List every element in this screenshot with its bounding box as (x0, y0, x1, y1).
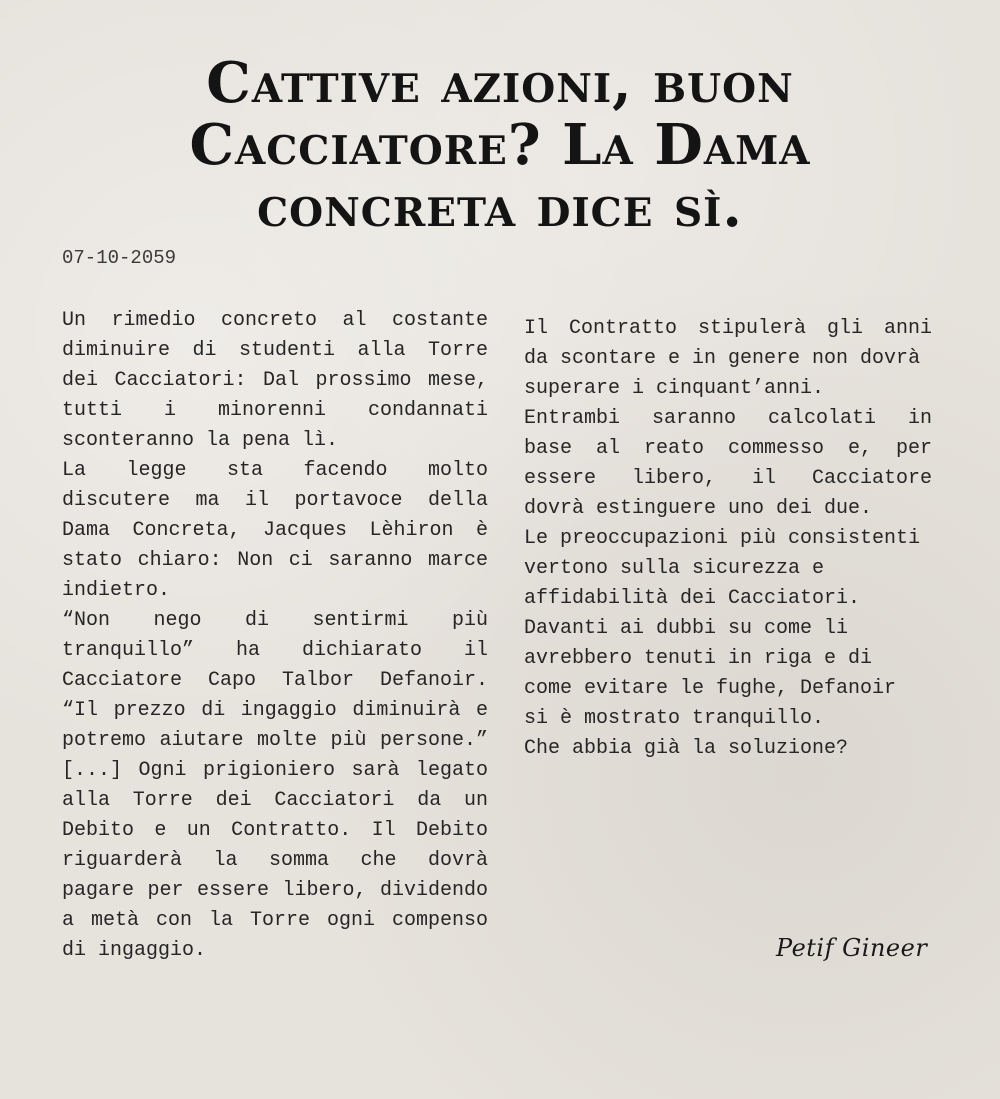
paragraph: Che abbia già la soluzione? (524, 737, 849, 760)
paragraph: superare i cinquant’anni. (524, 377, 825, 400)
article-date: 07-10-2059 (62, 247, 177, 269)
left-column (62, 306, 488, 966)
right-column (524, 314, 932, 764)
headline: Cattive azioni, buon Cacciatore? La Dama concreta dice sì. (189, 50, 811, 240)
paragraph: Il Contratto stipulerà gli anni da scontare e in genere non dovrà (524, 317, 932, 370)
paragraph: Un rimedio concreto al costante diminuire di studenti alla Torre dei Cacciatori: Dal prossimo mese, tutti i minorenni condannati sconteranno la pena lì. (62, 309, 488, 452)
paragraph: Le preoccupazioni più consistenti vertono sulla sicurezza e affidabilità dei Cacciatori. Davanti ai dubbi su come li avrebbero tenuti in riga e di come evitare le fughe, Defanoir si è mostrato tranquillo. (524, 527, 921, 730)
paragraph: “Non nego di sentirmi più tranquillo” ha dichiarato il Cacciatore Capo Talbor Defanoir. “Il prezzo di ingaggio diminuirà e potremo aiutare molte più persone.” [...] Ogni prigioniero sarà legato alla Torre dei Cacciatori da un Debito e un Contratto. Il Debito riguarderà la somma che dovrà pagare per essere libero, dividendo a metà con la Torre ogni compenso di ingaggio. (62, 609, 488, 962)
paragraph: Entrambi saranno calcolati in base al reato commesso e, per essere libero, il Cacciatore dovrà estinguere uno dei due. (524, 407, 932, 520)
paragraph: La legge sta facendo molto discutere ma il portavoce della Dama Concreta, Jacques Lèhiron è stato chiaro: Non ci saranno marce indietro. (62, 459, 488, 602)
author-signature: Petif Gineer (776, 934, 928, 962)
